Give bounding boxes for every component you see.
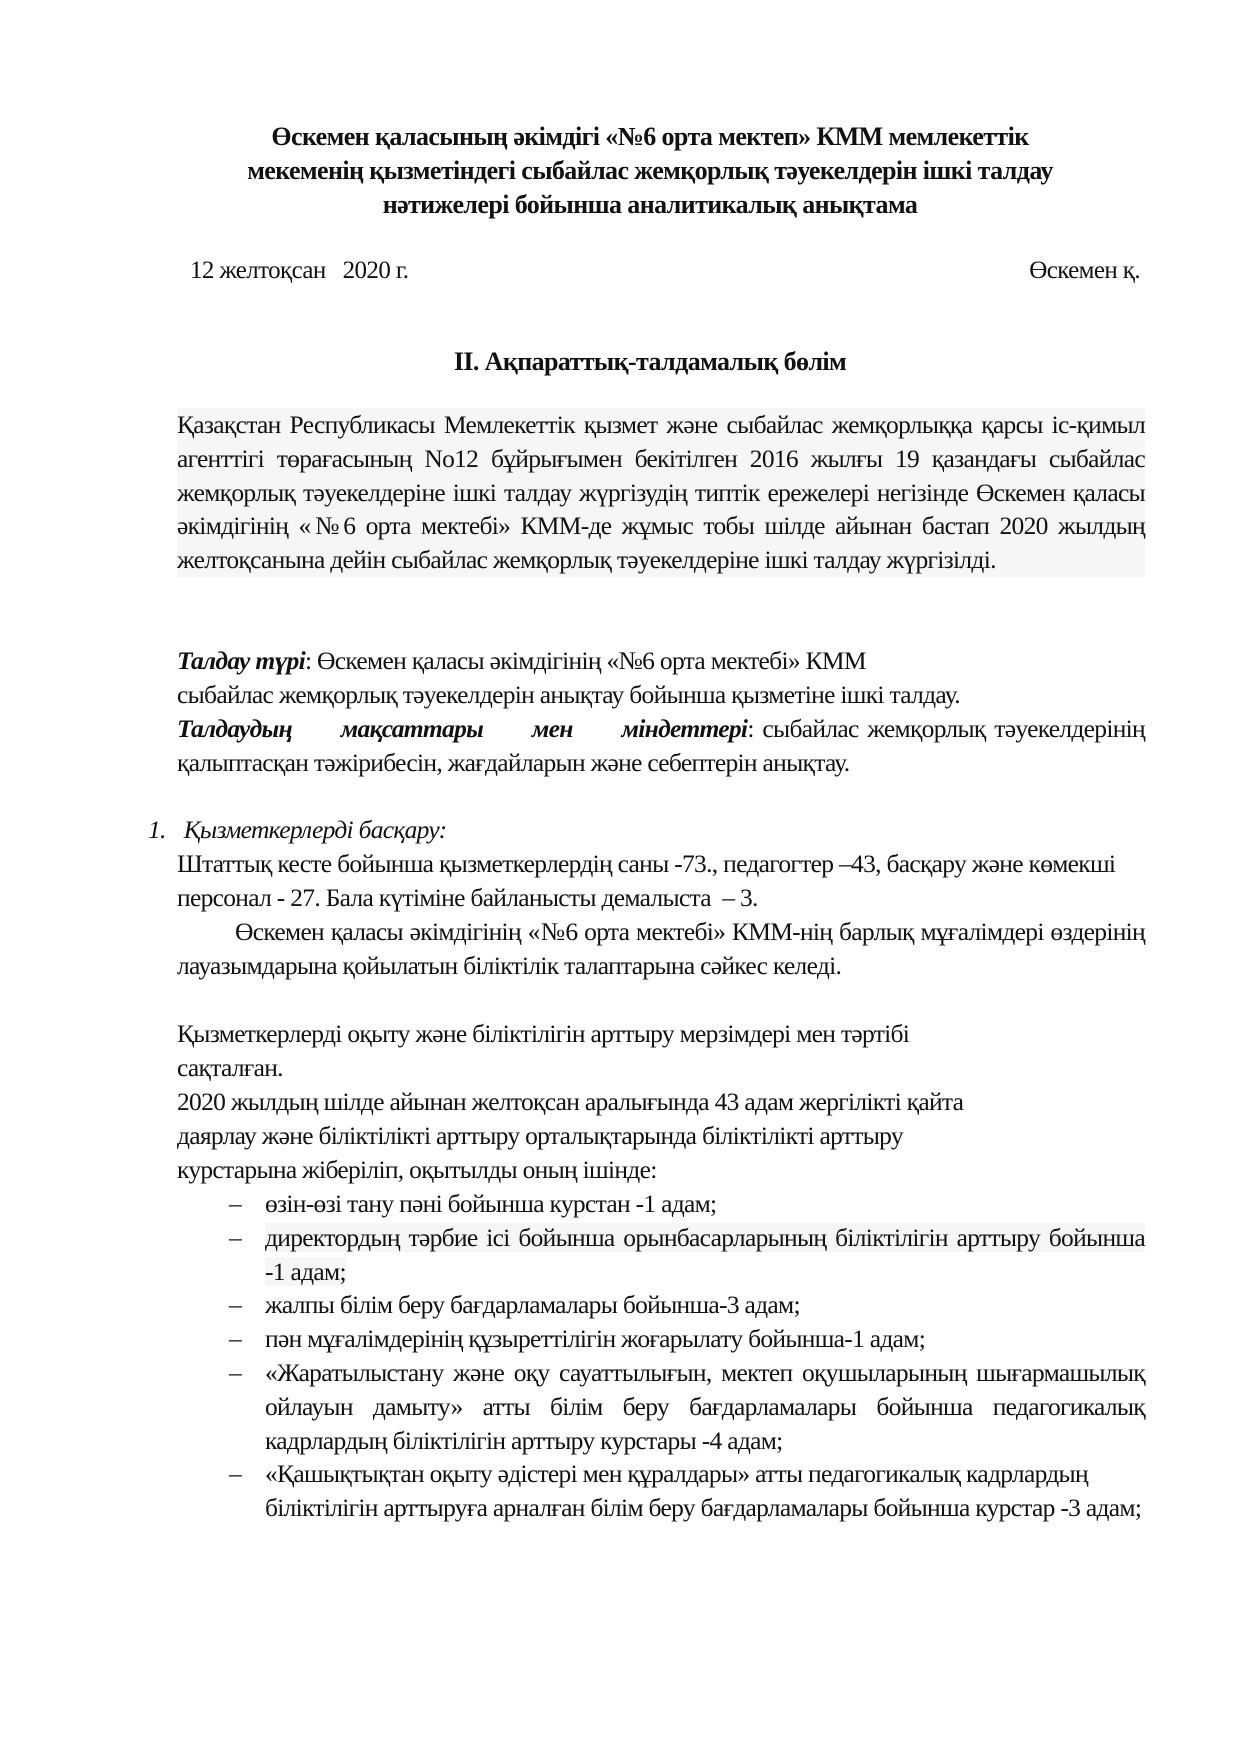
title-line: нәтижелері бойынша аналитикалық анықтама — [382, 190, 918, 219]
section-1-title: Қызметкерлерді басқару: — [183, 815, 447, 844]
section-1-heading — [148, 813, 1148, 847]
list-item-text: жалпы білім беру бағдарламалары бойынша-3 адам; — [265, 1290, 800, 1320]
section-heading: II. Ақпараттық-талдамалық бөлім — [453, 347, 847, 376]
title-line: мекеменің қызметіндегі сыбайлас жемқорлық тәуекелдерін ішкі талдау — [247, 156, 1053, 185]
courses-line: курстарына жіберіліп, оқытылды оның ішінде: — [177, 1154, 657, 1184]
analysis-goals-label: Талдаудың мақсаттары мен міндеттері — [177, 714, 748, 743]
courses-paragraph — [177, 1085, 1145, 1186]
courses-line: 2020 жылдың шілде айынан желтоқсан аралығында 43 адам жергілікті қайта — [177, 1087, 964, 1116]
list-item-text: өзін-өзі тану пәні бойынша курстан -1 адам; — [265, 1189, 717, 1218]
title-line: Өскемен қаласының әкімдігі «№6 орта мектеп» КММ мемлекеттік — [271, 122, 1029, 151]
list-item — [225, 1187, 1145, 1221]
training-line: сақталған. — [177, 1052, 283, 1082]
dash-bullet-icon: – — [229, 1459, 242, 1489]
document-date: 12 желтоқсан 2020 г. — [190, 257, 409, 284]
list-item-text: «Қашықтықтан оқыту әдістері мен құралдары» атты педагогикалық кадрлардың біліктілігін арттыруға арналған білім беру бағдарламалары бойынша курстар -3 адам; — [265, 1459, 1142, 1523]
list-item — [225, 1356, 1145, 1457]
dash-bullet-icon: – — [229, 1189, 242, 1218]
intro-paragraph: Қазақстан Республикасы Мемлекеттік қызмет және сыбайлас жемқорлыққа қарсы іс-қимыл агенттігі төрағасының No12 бұйрығымен бекітілген 2016 жылғы 19 қазандағы сыбайлас жемқорлық тәуекелдеріне ішкі талдау жүргізудің типтік ережелері негізінде Өскемен қаласы әкімдігінің «№6 орта мектебі» КММ-де жұмыс тобы шілде айынан бастап 2020 жылдың желтоқсанына дейін сыбайлас жемқорлық тәуекелдеріне ішкі талдау жүргізілді. — [177, 408, 1145, 577]
list-item-text: пән мұғалімдерінің құзыреттілігін жоғарылату бойынша-1 адам; — [265, 1324, 926, 1354]
courses-list — [225, 1187, 1145, 1525]
training-paragraph — [177, 1017, 1145, 1085]
section-1-number: 1. — [148, 815, 166, 844]
document-city: Өскемен қ. — [1029, 257, 1140, 284]
analysis-goals-paragraph — [177, 712, 1145, 780]
list-item-text: директордың тәрбие ісі бойынша орынбасарларының біліктілігін арттыру бойынша -1 адам; — [265, 1222, 1145, 1286]
staff-paragraph: Штаттық кесте бойынша қызметкерлердің саны -73., педагогтер –43, басқару және көмекші персонал - 27. Бала күтіміне байланысты демалыста – 3. — [177, 849, 1121, 912]
teachers-paragraph: Өскемен қаласы әкімдігінің «№6 орта мектебі» КММ-нің барлық мұғалімдері өздерінің лауазымдарына қойылатын біліктілік талаптарына сәйкес келеді. — [177, 917, 1145, 980]
document-title — [150, 120, 1150, 222]
analysis-type-paragraph — [177, 644, 1145, 712]
dash-bullet-icon: – — [229, 1357, 242, 1387]
list-item — [225, 1221, 1145, 1289]
list-item — [225, 1322, 1145, 1356]
dash-bullet-icon: – — [229, 1222, 242, 1252]
courses-line: даярлау және біліктілікті арттыру орталықтарында біліктілікті арттыру — [177, 1120, 903, 1150]
training-line: Қызметкерлерді оқыту және біліктілігін арттыру мерзімдері мен тәртібі — [177, 1019, 910, 1048]
analysis-type-text-cont: сыбайлас жемқорлық тәуекелдерін анықтау бойынша қызметіне ішкі талдау. — [177, 679, 960, 709]
list-item-text: «Жаратылыстану және оқу сауаттылығын, мектеп оқушыларының шығармашылық ойлауын дамыту» атты білім беру бағдарламалары бойынша педагогикалық кадрлардың біліктілігін арттыру курстары -4 адам; — [265, 1357, 1145, 1455]
list-item — [225, 1288, 1145, 1322]
dash-bullet-icon: – — [229, 1290, 242, 1320]
analysis-goals-text: : сыбайлас жемқорлық тәуекелдерінің қалыптасқан тәжірибесін, жағдайларын және себептерін анықтау. — [177, 714, 1145, 777]
dash-bullet-icon: – — [229, 1324, 242, 1354]
analysis-type-label: Талдау түрі — [177, 646, 305, 675]
list-item — [225, 1457, 1145, 1525]
analysis-type-text: : Өскемен қаласы әкімдігінің «№6 орта мектебі» КММ — [304, 646, 866, 675]
